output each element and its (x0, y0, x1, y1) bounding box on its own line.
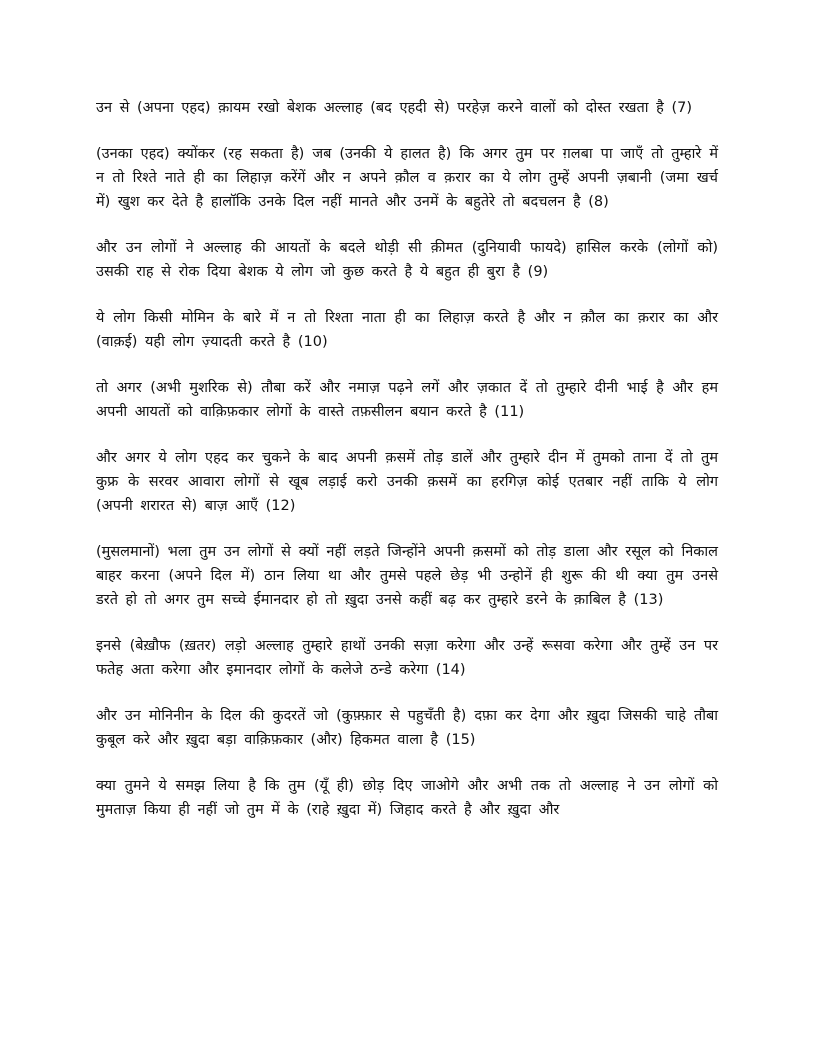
verse-12: और अगर ये लोग एहद कर चुकने के बाद अपनी क़समें तोड़ डालें और तुम्हारे दीन में तुमको ताना दें तो तुम कुफ्र के सरवर आवारा लोगों से खूब लड़ाई करो उनकी क़समें का हरगिज़ कोई एतबार नहीं ताकि ये लोग (अपनी शरारत से) बाज़ आएँ (12) (96, 450, 718, 514)
verse-8: (उनका एहद) क्योंकर (रह सकता है) जब (उनकी ये हालत है) कि अगर तुम पर ग़लबा पा जाएँ तो तुम्हारे में न तो रिश्ते नाते ही का लिहाज़ करेंगें और न अपने क़ौल व क़रार का ये लोग तुम्हें अपनी ज़बानी (जमा खर्च में) खुश कर देते है हालॉकि उनके दिल नहीं मानते और उनमें के बहुतेरे तो बदचलन है (8) (96, 146, 718, 210)
verse-13: (मुसलमानों) भला तुम उन लोगों से क्यों नहीं लड़ते जिन्होंने अपनी क़समों को तोड़ डाला और रसूल को निकाल बाहर करना (अपने दिल में) ठान लिया था और तुमसे पहले छेड़ भी उन्होनें ही शुरू की थी क्या तुम उनसे डरते हो तो अगर तुम सच्चे ईमानदार हो तो ख़ुदा उनसे कहीं बढ़ कर तुम्हारे डरने के क़ाबिल है (13) (96, 544, 718, 608)
verse-16-partial: क्या तुमने ये समझ लिया है कि तुम (यूँ ही) छोड़ दिए जाओगे और अभी तक तो अल्लाह ने उन लोगों को मुमताज़ किया ही नहीं जो तुम में के (राहे ख़ुदा में) जिहाद करते है और ख़ुदा और (96, 778, 718, 818)
document-page (96, 96, 718, 844)
verse-9: और उन लोगों ने अल्लाह की आयतों के बदले थोड़ी सी क़ीमत (दुनियावी फायदे) हासिल करके (लोगों को) उसकी राह से रोक दिया बेशक ये लोग जो कुछ करते है ये बहुत ही बुरा है (9) (96, 240, 718, 280)
verse-14: इनसे (बेख़ौफ (ख़तर) लड़ो अल्लाह तुम्हारे हाथों उनकी सज़ा करेगा और उन्हें रूसवा करेगा और तुम्हें उन पर फतेह अता करेगा और इमानदार लोगों के कलेजे ठन्डे करेगा (14) (96, 638, 718, 678)
verse-15: और उन मोनिनीन के दिल की कुदरतें जो (कुफ़्फ़ार से पहुचँती है) दफ़ा कर देगा और ख़ुदा जिसकी चाहे तौबा कुबूल करे और ख़ुदा बड़ा वाक़िफ़कार (और) हिकमत वाला है (15) (96, 708, 718, 748)
verse-7: उन से (अपना एहद) क़ायम रखो बेशक अल्लाह (बद एहदी से) परहेज़ करने वालों को दोस्त रखता है (7) (96, 100, 693, 116)
verse-11: तो अगर (अभी मुशरिक से) तौबा करें और नमाज़ पढ़ने लगें और ज़कात दें तो तुम्हारे दीनी भाई है और हम अपनी आयतों को वाक़िफ़कार लोगों के वास्ते तफ़सीलन बयान करते है (11) (96, 380, 718, 420)
verse-10: ये लोग किसी मोमिन के बारे में न तो रिश्ता नाता ही का लिहाज़ करते है और न क़ौल का क़रार का और (वाक़ई) यही लोग ज़्यादती करते है (10) (96, 310, 718, 350)
